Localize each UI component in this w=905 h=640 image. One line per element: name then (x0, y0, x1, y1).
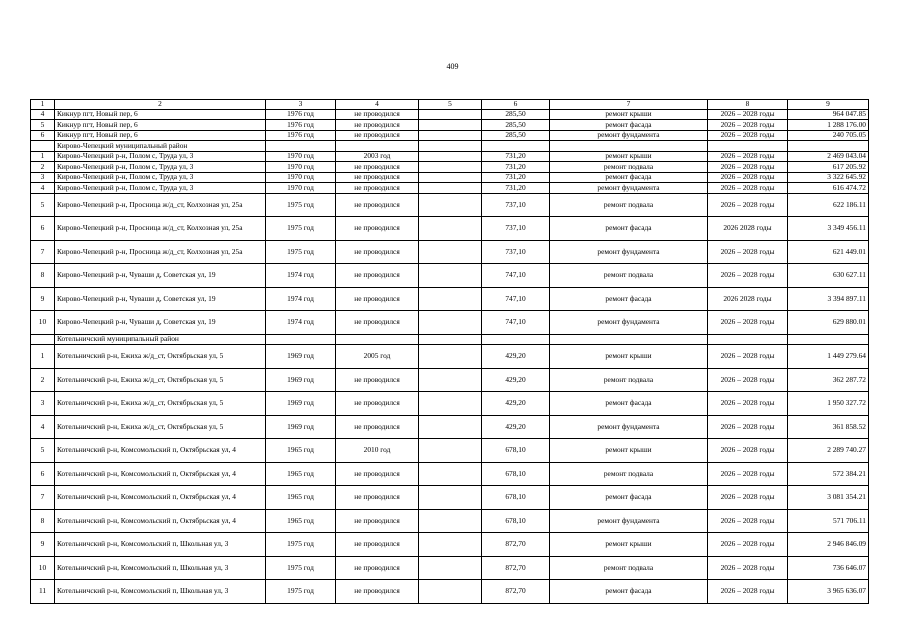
col-5 (419, 151, 482, 162)
section-title: Котельничский муниципальный район (55, 334, 266, 345)
col-number: 10 (31, 311, 55, 335)
table-header-row (31, 100, 869, 110)
col-area: 285,50 (482, 109, 550, 120)
col-repair-type: ремонт фасада (550, 486, 708, 510)
col-build-year: 1969 год (266, 392, 336, 416)
repair-schedule-table (30, 99, 869, 604)
col-repair-type: ремонт фасада (550, 217, 708, 241)
col-address: Котельничский р-н, Комсомольский п, Октябрьская ул, 4 (55, 509, 266, 533)
col-area: 731,20 (482, 151, 550, 162)
col-address: Котельничский р-н, Ежиха ж/д_ст, Октябрьская ул, 5 (55, 368, 266, 392)
col-repair-type: ремонт фасада (550, 287, 708, 311)
col-area: 429,20 (482, 415, 550, 439)
col-cost: 736 646.07 (788, 556, 869, 580)
col-build-year: 1965 год (266, 509, 336, 533)
col-area: 285,50 (482, 130, 550, 141)
col-cost: 3 349 456.11 (788, 217, 869, 241)
col-area: 747,10 (482, 311, 550, 335)
section-empty-cell (266, 141, 336, 152)
col-period: 2026 – 2028 годы (708, 392, 788, 416)
section-row (31, 141, 869, 152)
col-cost: 572 384.21 (788, 462, 869, 486)
col-period: 2026 – 2028 годы (708, 193, 788, 217)
table-row (31, 580, 869, 604)
col-area: 285,50 (482, 120, 550, 131)
col-cost: 621 449.01 (788, 240, 869, 264)
header-col-last-repair: 4 (336, 100, 419, 110)
col-cost: 362 287.72 (788, 368, 869, 392)
col-address: Кирово-Чепецкий р-н, Чуваши д, Советская ул, 19 (55, 264, 266, 288)
col-repair-type: ремонт фундамента (550, 415, 708, 439)
col-build-year: 1970 год (266, 183, 336, 194)
col-build-year: 1975 год (266, 240, 336, 264)
col-5 (419, 580, 482, 604)
table-body (31, 100, 869, 604)
col-5 (419, 392, 482, 416)
table-row (31, 486, 869, 510)
col-last-repair: не проводился (336, 287, 419, 311)
col-cost: 3 965 636.07 (788, 580, 869, 604)
section-title: Кирово-Чепецкий муниципальный район (55, 141, 266, 152)
col-5 (419, 193, 482, 217)
table-row (31, 183, 869, 194)
col-repair-type: ремонт фундамента (550, 183, 708, 194)
col-repair-type: ремонт крыши (550, 533, 708, 557)
col-build-year: 1969 год (266, 368, 336, 392)
col-repair-type: ремонт подвала (550, 556, 708, 580)
col-5 (419, 533, 482, 557)
col-area: 678,10 (482, 439, 550, 463)
col-cost: 3 394 897.11 (788, 287, 869, 311)
col-last-repair: не проводился (336, 580, 419, 604)
header-col-5: 5 (419, 100, 482, 110)
table-row (31, 240, 869, 264)
col-address: Котельничский р-н, Ежиха ж/д_ст, Октябрьская ул, 5 (55, 415, 266, 439)
col-period: 2026 – 2028 годы (708, 130, 788, 141)
col-repair-type: ремонт фундамента (550, 509, 708, 533)
section-empty-cell (266, 334, 336, 345)
table-row (31, 311, 869, 335)
col-repair-type: ремонт фасада (550, 392, 708, 416)
col-area: 429,20 (482, 368, 550, 392)
col-period: 2026 – 2028 годы (708, 151, 788, 162)
col-last-repair: не проводился (336, 172, 419, 183)
col-area: 678,10 (482, 462, 550, 486)
col-cost: 3 081 354.21 (788, 486, 869, 510)
col-area: 731,20 (482, 172, 550, 183)
col-repair-type: ремонт подвала (550, 368, 708, 392)
col-address: Кикнур пгт, Новый пер, 6 (55, 130, 266, 141)
col-cost: 2 469 043.04 (788, 151, 869, 162)
col-build-year: 1970 год (266, 162, 336, 173)
col-build-year: 1975 год (266, 193, 336, 217)
col-last-repair: не проводился (336, 415, 419, 439)
col-area: 872,70 (482, 533, 550, 557)
header-col-address: 2 (55, 100, 266, 110)
table-row (31, 556, 869, 580)
section-empty-cell (550, 141, 708, 152)
col-period: 2026 – 2028 годы (708, 183, 788, 194)
col-address: Кирово-Чепецкий р-н, Просница ж/д_ст, Колхозная ул, 25а (55, 217, 266, 241)
col-area: 731,20 (482, 183, 550, 194)
table-row (31, 130, 869, 141)
col-number: 1 (31, 151, 55, 162)
col-number: 5 (31, 439, 55, 463)
col-area: 737,10 (482, 193, 550, 217)
header-col-area: 6 (482, 100, 550, 110)
col-5 (419, 311, 482, 335)
col-period: 2026 – 2028 годы (708, 439, 788, 463)
col-last-repair: не проводился (336, 311, 419, 335)
section-empty-cell (336, 334, 419, 345)
section-empty-cell (336, 141, 419, 152)
col-cost: 629 880.01 (788, 311, 869, 335)
col-repair-type: ремонт подвала (550, 193, 708, 217)
col-area: 872,70 (482, 580, 550, 604)
col-area: 737,10 (482, 240, 550, 264)
header-col-build-year: 3 (266, 100, 336, 110)
section-spacer (31, 334, 55, 345)
col-cost: 1 950 327.72 (788, 392, 869, 416)
col-cost: 571 706.11 (788, 509, 869, 533)
table-row (31, 264, 869, 288)
col-address: Кирово-Чепецкий р-н, Чуваши д, Советская ул, 19 (55, 287, 266, 311)
col-period: 2026 – 2028 годы (708, 345, 788, 369)
col-period: 2026 2028 годы (708, 217, 788, 241)
col-cost: 240 705.05 (788, 130, 869, 141)
col-build-year: 1969 год (266, 415, 336, 439)
col-5 (419, 172, 482, 183)
table-row (31, 162, 869, 173)
col-build-year: 1976 год (266, 120, 336, 131)
col-cost: 617 205.92 (788, 162, 869, 173)
col-period: 2026 – 2028 годы (708, 509, 788, 533)
col-cost: 3 322 645.92 (788, 172, 869, 183)
col-build-year: 1976 год (266, 130, 336, 141)
col-cost: 616 474.72 (788, 183, 869, 194)
table-row (31, 287, 869, 311)
col-area: 737,10 (482, 217, 550, 241)
col-cost: 964 047.85 (788, 109, 869, 120)
col-last-repair: не проводился (336, 109, 419, 120)
col-number: 6 (31, 130, 55, 141)
col-repair-type: ремонт фундамента (550, 130, 708, 141)
col-period: 2026 – 2028 годы (708, 486, 788, 510)
col-last-repair: не проводился (336, 217, 419, 241)
col-number: 6 (31, 217, 55, 241)
col-cost: 622 186.11 (788, 193, 869, 217)
col-build-year: 1970 год (266, 151, 336, 162)
col-build-year: 1965 год (266, 486, 336, 510)
col-number: 7 (31, 240, 55, 264)
col-repair-type: ремонт фасада (550, 580, 708, 604)
col-5 (419, 264, 482, 288)
col-cost: 1 449 279.64 (788, 345, 869, 369)
col-build-year: 1965 год (266, 439, 336, 463)
table-row (31, 392, 869, 416)
col-build-year: 1975 год (266, 556, 336, 580)
col-last-repair: не проводился (336, 264, 419, 288)
section-empty-cell (708, 141, 788, 152)
col-period: 2026 – 2028 годы (708, 368, 788, 392)
section-empty-cell (482, 141, 550, 152)
col-area: 429,20 (482, 392, 550, 416)
table-row (31, 193, 869, 217)
col-5 (419, 109, 482, 120)
col-last-repair: 2010 год (336, 439, 419, 463)
col-number: 4 (31, 415, 55, 439)
table-row (31, 151, 869, 162)
section-empty-cell (788, 141, 869, 152)
col-last-repair: 2005 год (336, 345, 419, 369)
page-number: 409 (446, 62, 459, 71)
col-period: 2026 – 2028 годы (708, 172, 788, 183)
col-5 (419, 287, 482, 311)
col-repair-type: ремонт крыши (550, 345, 708, 369)
col-last-repair: не проводился (336, 368, 419, 392)
col-period: 2026 – 2028 годы (708, 311, 788, 335)
col-5 (419, 368, 482, 392)
header-col-period: 8 (708, 100, 788, 110)
col-5 (419, 486, 482, 510)
col-period: 2026 – 2028 годы (708, 533, 788, 557)
col-last-repair: не проводился (336, 162, 419, 173)
table-row (31, 439, 869, 463)
section-empty-cell (419, 141, 482, 152)
col-period: 2026 – 2028 годы (708, 556, 788, 580)
col-repair-type: ремонт фундамента (550, 311, 708, 335)
col-last-repair: не проводился (336, 130, 419, 141)
col-number: 10 (31, 556, 55, 580)
col-address: Кирово-Чепецкий р-н, Просница ж/д_ст, Колхозная ул, 25а (55, 240, 266, 264)
col-area: 429,20 (482, 345, 550, 369)
col-build-year: 1976 год (266, 109, 336, 120)
col-address: Кикнур пгт, Новый пер, 6 (55, 109, 266, 120)
col-repair-type: ремонт подвала (550, 264, 708, 288)
col-build-year: 1975 год (266, 217, 336, 241)
col-number: 3 (31, 392, 55, 416)
col-repair-type: ремонт фасада (550, 120, 708, 131)
col-build-year: 1975 год (266, 533, 336, 557)
col-number: 11 (31, 580, 55, 604)
col-last-repair: 2003 год (336, 151, 419, 162)
table-row (31, 120, 869, 131)
col-last-repair: не проводился (336, 486, 419, 510)
col-repair-type: ремонт фасада (550, 172, 708, 183)
header-col-number: 1 (31, 100, 55, 110)
table-row (31, 462, 869, 486)
col-cost: 361 858.52 (788, 415, 869, 439)
table-row (31, 345, 869, 369)
table-row (31, 109, 869, 120)
col-cost: 630 627.11 (788, 264, 869, 288)
col-area: 678,10 (482, 509, 550, 533)
col-address: Котельничский р-н, Комсомольский п, Октябрьская ул, 4 (55, 439, 266, 463)
col-address: Кирово-Чепецкий р-н, Чуваши д, Советская ул, 19 (55, 311, 266, 335)
col-address: Кирово-Чепецкий р-н, Полом с, Труда ул, 3 (55, 183, 266, 194)
col-address: Котельничский р-н, Комсомольский п, Школьная ул, 3 (55, 533, 266, 557)
col-last-repair: не проводился (336, 193, 419, 217)
col-area: 872,70 (482, 556, 550, 580)
col-repair-type: ремонт фундамента (550, 240, 708, 264)
table-row (31, 368, 869, 392)
col-period: 2026 – 2028 годы (708, 580, 788, 604)
col-5 (419, 345, 482, 369)
col-5 (419, 509, 482, 533)
col-repair-type: ремонт подвала (550, 462, 708, 486)
col-build-year: 1975 год (266, 580, 336, 604)
col-area: 731,20 (482, 162, 550, 173)
col-period: 2026 – 2028 годы (708, 264, 788, 288)
col-period: 2026 – 2028 годы (708, 109, 788, 120)
header-col-cost: 9 (788, 100, 869, 110)
col-number: 8 (31, 264, 55, 288)
col-5 (419, 462, 482, 486)
col-number: 3 (31, 172, 55, 183)
col-address: Кирово-Чепецкий р-н, Полом с, Труда ул, 3 (55, 172, 266, 183)
col-number: 4 (31, 109, 55, 120)
col-last-repair: не проводился (336, 556, 419, 580)
col-5 (419, 183, 482, 194)
col-last-repair: не проводился (336, 240, 419, 264)
col-build-year: 1974 год (266, 311, 336, 335)
col-5 (419, 217, 482, 241)
col-5 (419, 415, 482, 439)
col-address: Кирово-Чепецкий р-н, Полом с, Труда ул, 3 (55, 162, 266, 173)
col-build-year: 1965 год (266, 462, 336, 486)
col-repair-type: ремонт крыши (550, 439, 708, 463)
col-last-repair: не проводился (336, 462, 419, 486)
col-number: 5 (31, 193, 55, 217)
header-col-repair-type: 7 (550, 100, 708, 110)
col-repair-type: ремонт крыши (550, 151, 708, 162)
col-last-repair: не проводился (336, 509, 419, 533)
col-5 (419, 556, 482, 580)
col-cost: 1 288 176.00 (788, 120, 869, 131)
col-number: 8 (31, 509, 55, 533)
col-number: 7 (31, 486, 55, 510)
col-address: Котельничский р-н, Комсомольский п, Октябрьская ул, 4 (55, 486, 266, 510)
col-area: 747,10 (482, 287, 550, 311)
col-address: Кирово-Чепецкий р-н, Полом с, Труда ул, 3 (55, 151, 266, 162)
col-last-repair: не проводился (336, 183, 419, 194)
col-period: 2026 – 2028 годы (708, 162, 788, 173)
col-address: Котельничский р-н, Комсомольский п, Школьная ул, 3 (55, 580, 266, 604)
col-number: 1 (31, 345, 55, 369)
col-area: 678,10 (482, 486, 550, 510)
section-empty-cell (482, 334, 550, 345)
table-row (31, 217, 869, 241)
col-cost: 2 289 740.27 (788, 439, 869, 463)
col-build-year: 1974 год (266, 264, 336, 288)
col-number: 4 (31, 183, 55, 194)
col-address: Котельничский р-н, Ежиха ж/д_ст, Октябрьская ул, 5 (55, 392, 266, 416)
col-5 (419, 130, 482, 141)
section-row (31, 334, 869, 345)
col-number: 2 (31, 162, 55, 173)
col-address: Котельничский р-н, Ежиха ж/д_ст, Октябрьская ул, 5 (55, 345, 266, 369)
section-spacer (31, 141, 55, 152)
col-5 (419, 120, 482, 131)
col-cost: 2 946 846.09 (788, 533, 869, 557)
section-empty-cell (788, 334, 869, 345)
col-last-repair: не проводился (336, 120, 419, 131)
col-5 (419, 162, 482, 173)
col-number: 9 (31, 287, 55, 311)
col-5 (419, 240, 482, 264)
col-number: 6 (31, 462, 55, 486)
col-number: 5 (31, 120, 55, 131)
col-last-repair: не проводился (336, 392, 419, 416)
col-build-year: 1970 год (266, 172, 336, 183)
col-build-year: 1969 год (266, 345, 336, 369)
table-row (31, 509, 869, 533)
col-address: Кирово-Чепецкий р-н, Просница ж/д_ст, Колхозная ул, 25а (55, 193, 266, 217)
table-row (31, 533, 869, 557)
col-period: 2026 – 2028 годы (708, 120, 788, 131)
table-row (31, 172, 869, 183)
col-period: 2026 – 2028 годы (708, 415, 788, 439)
table-row (31, 415, 869, 439)
col-address: Котельничский р-н, Комсомольский п, Школьная ул, 3 (55, 556, 266, 580)
col-build-year: 1974 год (266, 287, 336, 311)
col-area: 747,10 (482, 264, 550, 288)
col-repair-type: ремонт крыши (550, 109, 708, 120)
col-last-repair: не проводился (336, 533, 419, 557)
section-empty-cell (708, 334, 788, 345)
col-address: Котельничский р-н, Комсомольский п, Октябрьская ул, 4 (55, 462, 266, 486)
col-5 (419, 439, 482, 463)
col-number: 9 (31, 533, 55, 557)
col-address: Кикнур пгт, Новый пер, 6 (55, 120, 266, 131)
col-period: 2026 – 2028 годы (708, 462, 788, 486)
col-period: 2026 2028 годы (708, 287, 788, 311)
col-repair-type: ремонт подвала (550, 162, 708, 173)
section-empty-cell (419, 334, 482, 345)
section-empty-cell (550, 334, 708, 345)
col-period: 2026 – 2028 годы (708, 240, 788, 264)
col-number: 2 (31, 368, 55, 392)
